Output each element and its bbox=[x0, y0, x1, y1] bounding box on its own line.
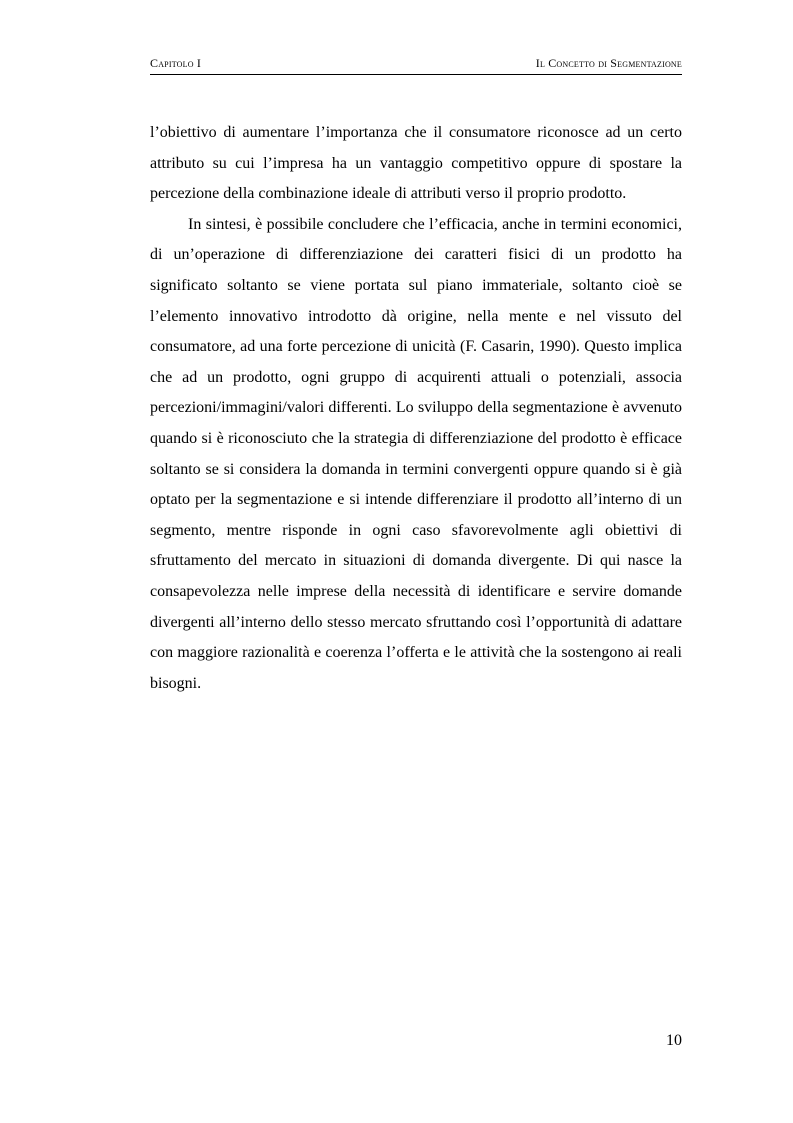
paragraph-continuation: l’obiettivo di aumentare l’importanza che il consumatore riconosce ad un certo attributo su cui l’impresa ha un vantaggio competitivo oppure di spostare la percezione della combinazione ideale di attributi verso il proprio prodotto. bbox=[150, 124, 682, 203]
header-chapter-label: Capitolo I bbox=[150, 56, 202, 70]
paragraph-summary: In sintesi, è possibile concludere che l’efficacia, anche in termini economici, di un’operazione di differenziazione dei caratteri fisici di un prodotto ha significato soltanto se viene portata sul piano immateriale, soltanto cioè se l’elemento innovativo introdotto dà origine, nella mente e nel vissuto del consumatore, ad una forte percezione di unicità (F. Casarin, 1990). Questo implica che ad un prodotto, ogni gruppo di acquirenti attuali o potenziali, associa percezioni/immagini/valori differenti. Lo sviluppo della segmentazione è avvenuto quando si è riconosciuto che la strategia di differenziazione del prodotto è efficace soltanto se si considera la domanda in termini convergenti oppure quando si è già optato per la segmentazione e si intende differenziare il prodotto all’interno di un segmento, mentre risponde in ogni caso sfavorevolmente agli obiettivi di sfruttamento del mercato in situazioni di domanda divergente. Di qui nasce la consapevolezza nelle imprese della necessità di identificare e servire domande divergenti all’interno dello stesso mercato sfruttando così l’opportunità di adattare con maggiore razionalità e coerenza l’offerta e le attività che la sostengono ai reali bisogni. bbox=[150, 215, 682, 692]
page-number: 10 bbox=[666, 1032, 682, 1049]
body-text bbox=[150, 118, 682, 699]
running-header bbox=[150, 56, 682, 75]
header-section-title: Il Concetto di Segmentazione bbox=[535, 56, 682, 70]
